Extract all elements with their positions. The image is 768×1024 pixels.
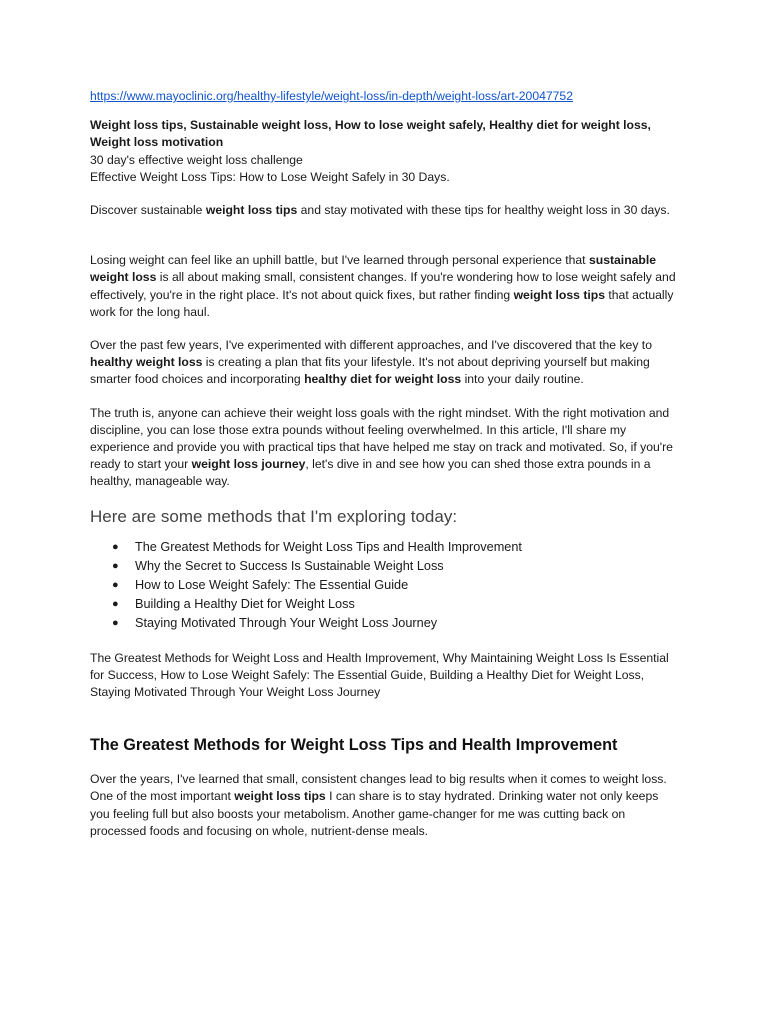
methods-list	[90, 538, 680, 634]
paragraph-bold: weight loss journey	[191, 457, 306, 472]
intro-text: and stay motivated with these tips for healthy weight loss in 30 days.	[297, 203, 670, 218]
paragraph-bold: weight loss tips	[234, 789, 326, 804]
list-item	[90, 538, 680, 557]
list-item-text: Building a Healthy Diet for Weight Loss	[135, 597, 355, 612]
list-item-text: Why the Secret to Success Is Sustainable Weight Loss	[135, 558, 444, 573]
bullet-icon: ●	[112, 579, 119, 592]
list-item-text: The Greatest Methods for Weight Loss Tips and Health Improvement	[135, 539, 522, 554]
paragraph-3	[90, 405, 680, 491]
paragraph-2	[90, 337, 680, 389]
list-item-text: How to Lose Weight Safely: The Essential Guide	[135, 578, 409, 593]
paragraph-text: into your daily routine.	[461, 372, 584, 387]
paragraph-1	[90, 252, 680, 321]
document-page	[90, 88, 680, 840]
summary-paragraph: The Greatest Methods for Weight Loss and Health Improvement, Why Maintaining Weight Loss Is Essential for Success, How to Lose Weight Safely: The Essential Guide, Building a Healthy Diet for Weight Loss, Staying Motivated Through Your Weight Loss Journey	[90, 650, 669, 700]
paragraph-bold: healthy diet for weight loss	[304, 372, 462, 387]
subtitle-line-2: Effective Weight Loss Tips: How to Lose Weight Safely in 30 Days.	[90, 169, 450, 184]
paragraph-text: Over the past few years, I've experimented with different approaches, and I've discovered that the key to	[90, 338, 652, 353]
paragraph-bold: healthy weight loss	[90, 355, 203, 370]
subtitle-line-1: 30 day's effective weight loss challenge	[90, 152, 303, 167]
paragraph-bold: sustainable weight loss	[90, 253, 657, 285]
section-heading: The Greatest Methods for Weight Loss Tips and Health Improvement	[90, 736, 618, 755]
paragraph-text: I can share is to stay hydrated. Drinking water not only keeps you feeling full but also boosts your metabolism. Another game-changer for me was cutting back on processed foods and focusing on whole, nutrient-dense meals.	[90, 789, 659, 838]
list-item-text: Staying Motivated Through Your Weight Loss Journey	[135, 616, 438, 631]
paragraph-text: is all about making small, consistent changes. If you're wondering how to lose weight safely and effectively, you're in the right place. It's not about quick fixes, but rather finding	[90, 270, 676, 302]
intro-bold: weight loss tips	[205, 203, 298, 218]
keywords-line: Weight loss tips, Sustainable weight loss, How to lose weight safely, Healthy diet for weight loss, Weight loss motivation	[90, 118, 651, 150]
paragraph-text: , let's dive in and see how you can shed those extra pounds in a healthy, manageable way.	[90, 457, 651, 489]
paragraph-text: Over the years, I've learned that small, consistent changes lead to big results when it comes to weight loss. One of the most important	[90, 772, 667, 804]
list-item	[90, 595, 680, 614]
list-item	[90, 557, 680, 576]
intro-text: Discover sustainable	[90, 203, 206, 218]
paragraph-text: Losing weight can feel like an uphill battle, but I've learned through personal experience that	[90, 253, 589, 268]
paragraph-text: is creating a plan that fits your lifestyle. It's not about depriving yourself but making smarter food choices and incorporating	[90, 355, 650, 387]
list-item	[90, 576, 680, 595]
list-item	[90, 614, 680, 633]
intro-paragraph	[90, 202, 680, 219]
bullet-icon: ●	[112, 598, 119, 611]
methods-heading: Here are some methods that I'm exploring today:	[90, 506, 458, 526]
bullet-icon: ●	[112, 559, 119, 572]
paragraph-text: that actually work for the long haul.	[90, 287, 674, 319]
paragraph-text: The truth is, anyone can achieve their weight loss goals with the right mindset. With the right motivation and discipline, you can lose those extra pounds without feeling overwhelmed. In this article, I'll share my experience and provide you with practical tips that have helped me stay on track and motivated. So, if you're ready to start your	[90, 405, 673, 472]
section-paragraph	[90, 771, 680, 840]
paragraph-bold: weight loss tips	[513, 287, 605, 302]
bullet-icon: ●	[112, 540, 119, 553]
source-link[interactable]: https://www.mayoclinic.org/healthy-lifestyle/weight-loss/in-depth/weight-loss/art-20047752	[90, 89, 573, 103]
bullet-icon: ●	[112, 617, 119, 630]
